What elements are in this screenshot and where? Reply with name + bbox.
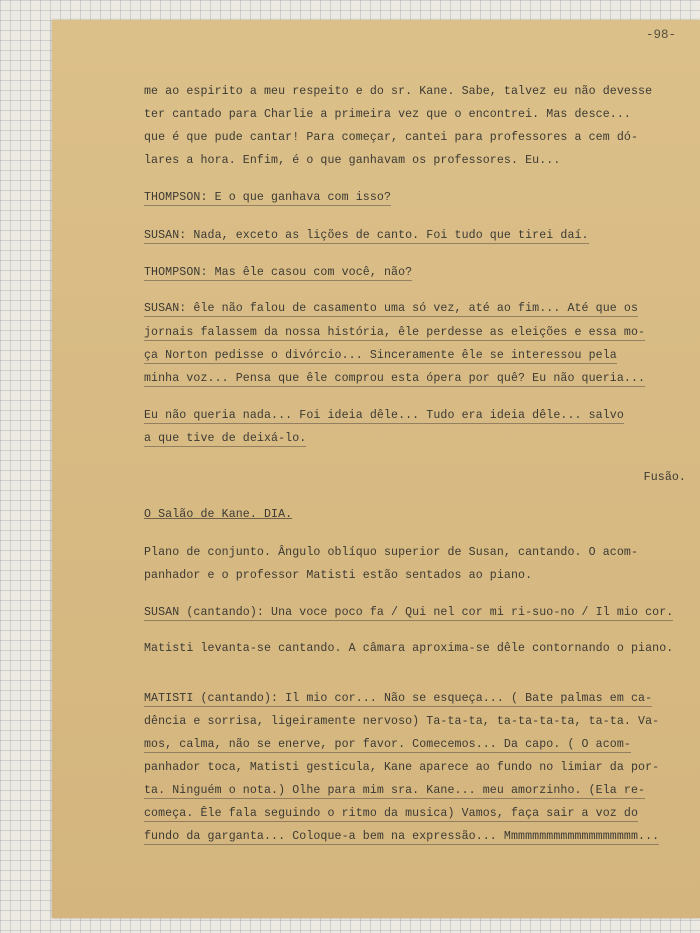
text-line: THOMPSON: Mas êle casou com você, não? bbox=[144, 261, 412, 284]
text-line: ça Norton pedisse o divórcio... Sinceramente êle se interessou pela bbox=[144, 344, 617, 367]
text-line: lares a hora. Enfim, é o que ganhavam os professores. Eu... bbox=[144, 154, 561, 167]
text-line: THOMPSON: E o que ganhava com isso? bbox=[144, 186, 391, 209]
text-line: ter cantado para Charlie a primeira vez que o encontrei. Mas desce... bbox=[144, 108, 631, 121]
text-line: fundo da garganta... Coloque-a bem na expressão... Mmmmmmmmmmmmmmmmmmm... bbox=[144, 825, 659, 848]
text-line: SUSAN (cantando): Una voce poco fa / Qui nel cor mi ri-suo-no / Il mio cor. bbox=[144, 601, 673, 624]
text-line: SUSAN: êle não falou de casamento uma só vez, até ao fim... Até que os bbox=[144, 297, 638, 320]
page-number: -98- bbox=[645, 28, 676, 42]
text-line: que é que pude cantar! Para começar, cantei para professores a cem dó- bbox=[144, 131, 639, 144]
text-line: Matisti levanta-se cantando. A câmara aproxima-se dêle contornando o piano. bbox=[144, 642, 674, 655]
text-line: SUSAN: Nada, exceto as lições de canto. Foi tudo que tirei daí. bbox=[144, 224, 589, 247]
text-line: mos, calma, não se enerve, por favor. Comecemos... Da capo. ( O acom- bbox=[144, 733, 631, 756]
text-line: jornais falassem da nossa história, êle perdesse as eleições e essa mo- bbox=[144, 321, 645, 344]
text-line: Plano de conjunto. Ângulo oblíquo superior de Susan, cantando. O acom- bbox=[144, 546, 639, 559]
text-line: dência e sorrisa, ligeiramente nervoso) Ta-ta-ta, ta-ta-ta-ta, ta-ta. Va- bbox=[144, 715, 660, 728]
text-line: ta. Ninguém o nota.) Olhe para mim sra. Kane... meu amorzinho. (Ela re- bbox=[144, 779, 645, 802]
text-line: panhador e o professor Matisti estão sentados ao piano. bbox=[144, 569, 533, 582]
text-line: O Salão de Kane. DIA. bbox=[144, 508, 293, 521]
text-line: MATISTI (cantando): Il mio cor... Não se esqueça... ( Bate palmas em ca- bbox=[144, 687, 652, 710]
text-line: a que tive de deixá-lo. bbox=[144, 427, 306, 450]
text-line: me ao espirito a meu respeito e do sr. Kane. Sabe, talvez eu não devesse bbox=[144, 85, 653, 98]
text-line: começa. Êle fala seguindo o ritmo da musica) Vamos, faça sair a voz do bbox=[144, 802, 638, 825]
text-line: minha voz... Pensa que êle comprou esta ópera por quê? Eu não queria... bbox=[144, 367, 645, 390]
text-line: panhador toca, Matisti gesticula, Kane aparece ao fundo no limiar da por- bbox=[144, 761, 660, 774]
text-line: Fusão. bbox=[643, 471, 686, 484]
typewritten-page bbox=[52, 20, 700, 918]
text-line: Eu não queria nada... Foi ideia dêle... Tudo era ideia dêle... salvo bbox=[144, 404, 624, 427]
